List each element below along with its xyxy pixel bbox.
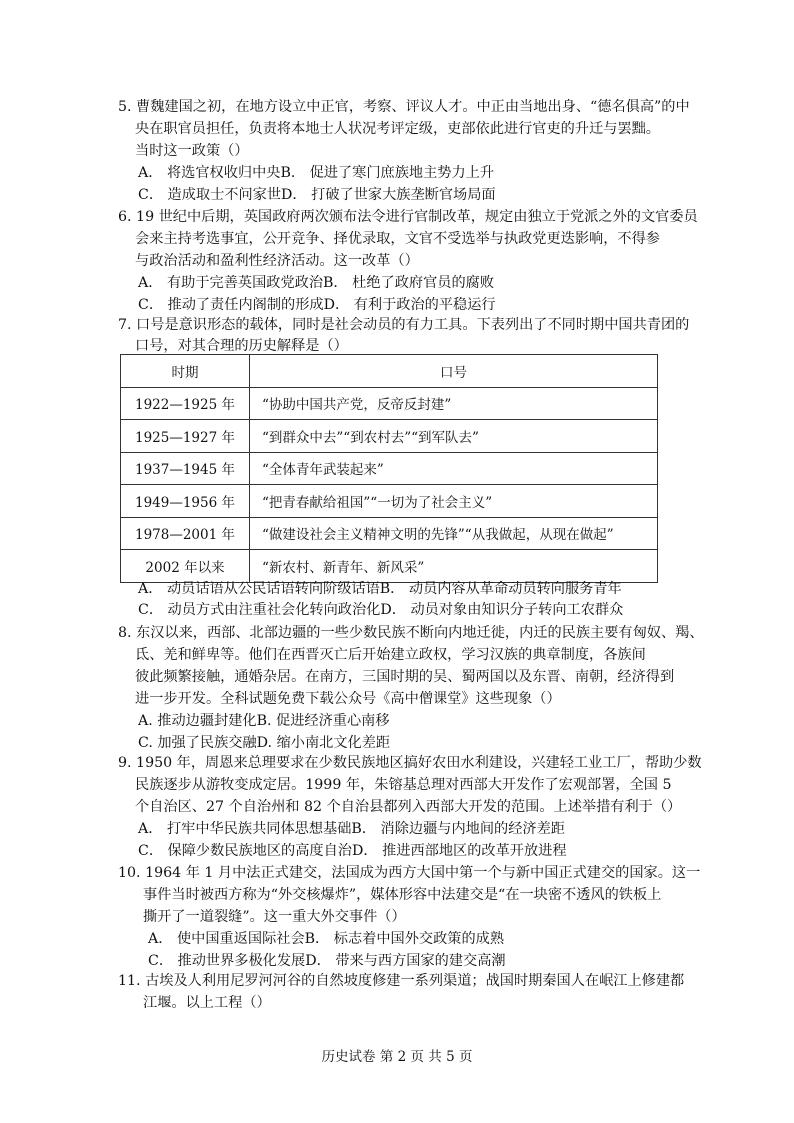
question-6-options-ab: A． 有助于完善英国政党政治B． 杜绝了政府官员的腐败 bbox=[138, 275, 495, 291]
question-5-options-cd: C． 造成取士不问家世D． 打破了世家大族垄断官场局面 bbox=[138, 187, 496, 203]
question-8-options-ab: A. 推动边疆封建化B. 促进经济重心南移 bbox=[138, 713, 390, 729]
question-10-line-1: 10. 1964 年 1 月中法正式建交，法国成为西方大国中第一个与新中国正式建交的国家。这一 bbox=[118, 865, 701, 881]
question-5-line-3: 当时这一政策（） bbox=[135, 143, 249, 159]
question-7-options-ab: A． 动员话语从公民话语转向阶级话语B． 动员内容从革命动员转向服务青年 bbox=[138, 581, 622, 597]
question-9-line-2: 民族逐步从游牧变成定居。1999 年，朱镕基总理对西部大开发作了宏观部署，全国 5 bbox=[135, 777, 672, 793]
question-9-options-cd: C． 保障少数民族地区的高度自治D． 推进西部地区的改革开放进程 bbox=[138, 843, 567, 859]
question-9-line-1: 9. 1950 年，周恩来总理要求在少数民族地区搞好农田水利建设，兴建轻工业工厂，帮助少数 bbox=[118, 755, 702, 771]
slogan-cell: “新农村、新青年、新风采” bbox=[250, 550, 658, 583]
question-7-line-1: 7. 口号是意识形态的载体，同时是社会动员的有力工具。下表列出了不同时期中国共青团的 bbox=[118, 317, 690, 333]
question-10-line-2: 事件当时被西方称为“外交核爆炸”，媒体形容中法建交是“在一块密不透风的铁板上 bbox=[143, 887, 662, 903]
question-8-line-3: 彼此频繁接触，通婚杂居。在南方，三国时期的吴、蜀两国以及东晋、南朝，经济得到 bbox=[135, 669, 675, 685]
table-header-row bbox=[121, 355, 658, 388]
slogan-cell: “做建设社会主义精神文明的先锋”“从我做起，从现在做起” bbox=[250, 517, 658, 550]
question-10-options-cd: C． 推动世界多极化发展D． 带来与西方国家的建交高潮 bbox=[148, 953, 506, 969]
question-5-options-ab: A． 将选官权收归中央B． 促进了寒门庶族地主势力上升 bbox=[138, 165, 495, 181]
question-5-line-1: 5. 曹魏建国之初，在地方设立中正官，考察、评议人才。中正由当地出身、“德名俱高”的中 bbox=[118, 99, 690, 115]
question-6-line-1: 6. 19 世纪中后期，英国政府两次颁布法令进行官制改革，规定由独立于党派之外的文官委员 bbox=[118, 209, 698, 225]
slogan-cell: “把青春献给祖国”“一切为了社会主义” bbox=[250, 485, 658, 518]
question-7-line-2: 口号，对其合理的历史解释是（） bbox=[135, 338, 348, 354]
question-6-line-3: 与政治活动和盈利性经济活动。这一改革（） bbox=[135, 253, 419, 269]
period-cell: 1925—1927 年 bbox=[121, 420, 250, 453]
question-8-line-4: 进一步开发。全科试题免费下载公众号《高中僧课堂》这些现象（） bbox=[135, 691, 561, 707]
slogan-cell: “协助中国共产党，反帝反封建” bbox=[250, 387, 658, 420]
question-8-line-1: 8. 东汉以来，西部、北部边疆的一些少数民族不断向内地迁徙，内迁的民族主要有匈奴、羯、 bbox=[118, 625, 704, 641]
period-cell: 1978—2001 年 bbox=[121, 517, 250, 550]
question-5-line-2: 央在职官员担任，负责将本地士人状况考评定级，吏部依此进行官吏的升迁与罢黜。 bbox=[135, 121, 660, 137]
period-cell: 1922—1925 年 bbox=[121, 387, 250, 420]
question-11-line-2: 江堰。以上工程（） bbox=[143, 995, 271, 1011]
page-footer: 历史试卷 第 2 页 共 5 页 bbox=[321, 1049, 473, 1065]
question-8-line-2: 氐、羌和鲜卑等。他们在西晋灭亡后开始建立政权，学习汉族的典章制度，各族间 bbox=[135, 647, 646, 663]
header-period: 时期 bbox=[121, 355, 250, 388]
period-cell: 2002 年以来 bbox=[121, 550, 250, 583]
table-row bbox=[121, 420, 658, 453]
header-slogan: 口号 bbox=[250, 355, 658, 388]
period-cell: 1949—1956 年 bbox=[121, 485, 250, 518]
question-11-line-1: 11. 古埃及人利用尼罗河河谷的自然坡度修建一系列渠道；战国时期秦国人在岷江上修建都 bbox=[118, 973, 685, 989]
question-6-line-2: 会来主持考选事宜，公开竞争、择优录取，文官不受选举与执政党更迭影响，不得参 bbox=[135, 231, 660, 247]
question-9-line-3: 个自治区、27 个自治州和 82 个自治县都列入西部大开发的范围。上述举措有利于（） bbox=[135, 799, 682, 815]
question-10-line-3: 撕开了一道裂缝”。这一重大外交事件（） bbox=[143, 909, 406, 925]
table-row bbox=[121, 387, 658, 420]
question-9-options-ab: A． 打牢中华民族共同体思想基础B． 消除边疆与内地间的经济差距 bbox=[138, 821, 565, 837]
question-8-options-cd: C. 加强了民族交融D. 缩小南北文化差距 bbox=[138, 735, 391, 751]
question-10-options-ab: A． 使中国重返国际社会B． 标志着中国外交政策的成熟 bbox=[148, 931, 505, 947]
slogan-cell: “全体青年武装起来” bbox=[250, 452, 658, 485]
table-row bbox=[121, 452, 658, 485]
period-cell: 1937—1945 年 bbox=[121, 452, 250, 485]
table-row bbox=[121, 485, 658, 518]
table-row bbox=[121, 517, 658, 550]
question-7-options-cd: C． 动员方式由注重社会化转向政治化D． 动员对象由知识分子转向工农群众 bbox=[138, 602, 624, 618]
question-6-options-cd: C． 推动了责任内阁制的形成D． 有利于政治的平稳运行 bbox=[138, 297, 496, 313]
slogan-cell: “到群众中去”“到农村去”“到军队去” bbox=[250, 420, 658, 453]
slogan-table bbox=[120, 354, 658, 583]
